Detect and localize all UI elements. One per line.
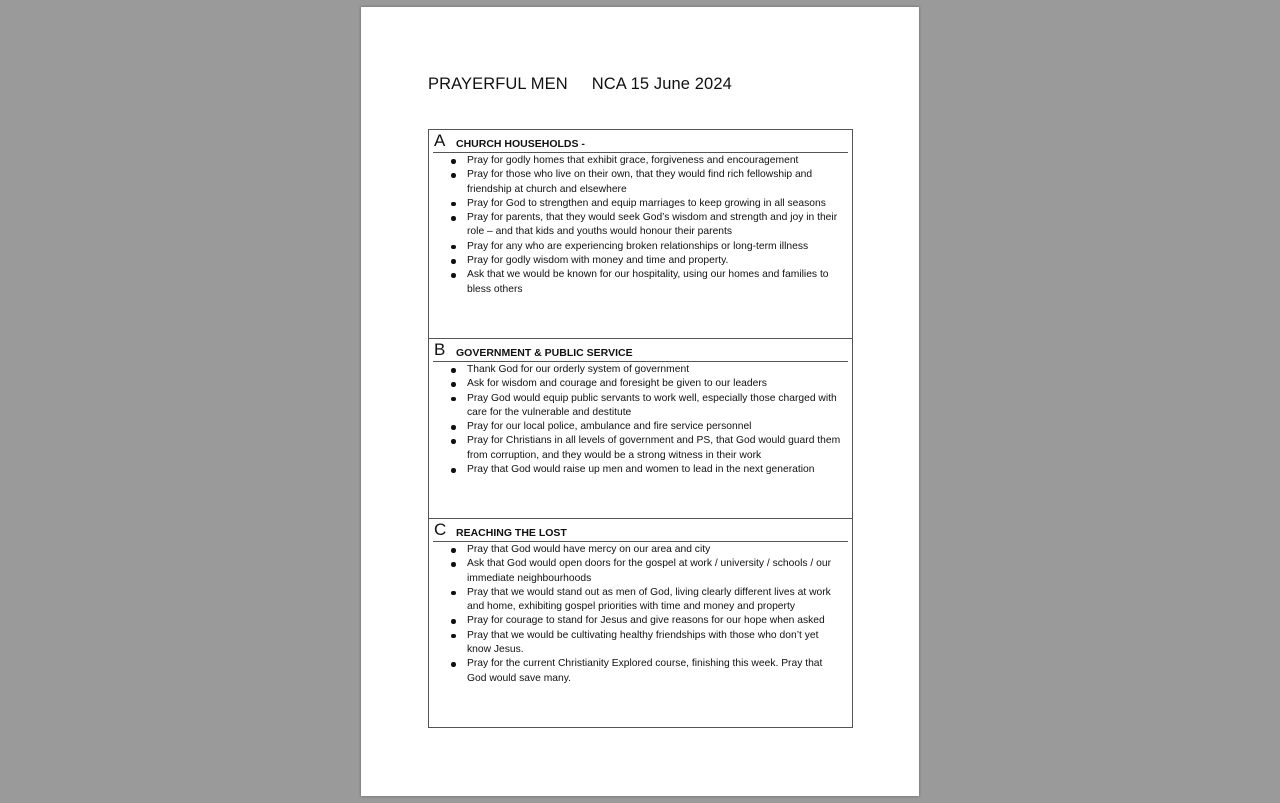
section-church-households (429, 130, 852, 339)
prayer-item: Pray for our local police, ambulance and fire service personnel (429, 420, 852, 434)
document-title (428, 75, 732, 94)
prayer-item: Pray for any who are experiencing broken relationships or long-term illness (429, 240, 852, 254)
prayer-item: Thank God for our orderly system of government (429, 363, 852, 377)
prayer-item: Pray for courage to stand for Jesus and give reasons for our hope when asked (429, 614, 852, 628)
section-government-public-service (429, 339, 852, 519)
document-title-left: PRAYERFUL MEN (428, 75, 568, 93)
section-letter: B (434, 340, 446, 359)
section-title: REACHING THE LOST (456, 527, 567, 539)
prayer-item: Pray for God to strengthen and equip marriages to keep growing in all seasons (429, 197, 852, 211)
section-reaching-the-lost (429, 519, 852, 727)
prayer-item: Pray for godly homes that exhibit grace, forgiveness and encouragement (429, 154, 852, 168)
prayer-item: Pray that we would stand out as men of God, living clearly different lives at work and home, exhibiting gospel priorities with time and money and property (429, 586, 852, 615)
section-header (433, 519, 848, 542)
prayer-item: Pray for Christians in all levels of government and PS, that God would guard them from corruption, and they would be a strong witness in their work (429, 434, 852, 463)
prayer-sections-table (428, 129, 853, 728)
prayer-item: Ask that God would open doors for the gospel at work / university / schools / our immediate neighbourhoods (429, 557, 852, 586)
section-letter: A (434, 131, 446, 150)
prayer-item: Pray that God would raise up men and women to lead in the next generation (429, 463, 852, 477)
prayer-item: Pray for godly wisdom with money and time and property. (429, 254, 852, 268)
document-title-right: NCA 15 June 2024 (591, 75, 732, 93)
prayer-item: Ask that we would be known for our hospitality, using our homes and families to bless others (429, 268, 852, 297)
document-page (361, 7, 919, 796)
prayer-item: Pray that God would have mercy on our area and city (429, 543, 852, 557)
prayer-item: Pray for the current Christianity Explored course, finishing this week. Pray that God would save many. (429, 657, 852, 686)
prayer-list (429, 154, 852, 297)
prayer-item: Pray for those who live on their own, that they would find rich fellowship and friendship at church and elsewhere (429, 168, 852, 197)
prayer-list (429, 543, 852, 686)
prayer-item: Pray that we would be cultivating healthy friendships with those who don’t yet know Jesus. (429, 629, 852, 658)
section-header (433, 130, 848, 153)
prayer-item: Ask for wisdom and courage and foresight be given to our leaders (429, 377, 852, 391)
prayer-list (429, 363, 852, 477)
section-title: CHURCH HOUSEHOLDS - (456, 138, 585, 150)
prayer-item: Pray for parents, that they would seek God’s wisdom and strength and joy in their role – and that kids and youths would honour their parents (429, 211, 852, 240)
section-letter: C (434, 520, 447, 539)
section-title: GOVERNMENT & PUBLIC SERVICE (456, 347, 633, 359)
prayer-item: Pray God would equip public servants to work well, especially those charged with care for the vulnerable and destitute (429, 392, 852, 421)
section-header (433, 339, 848, 362)
